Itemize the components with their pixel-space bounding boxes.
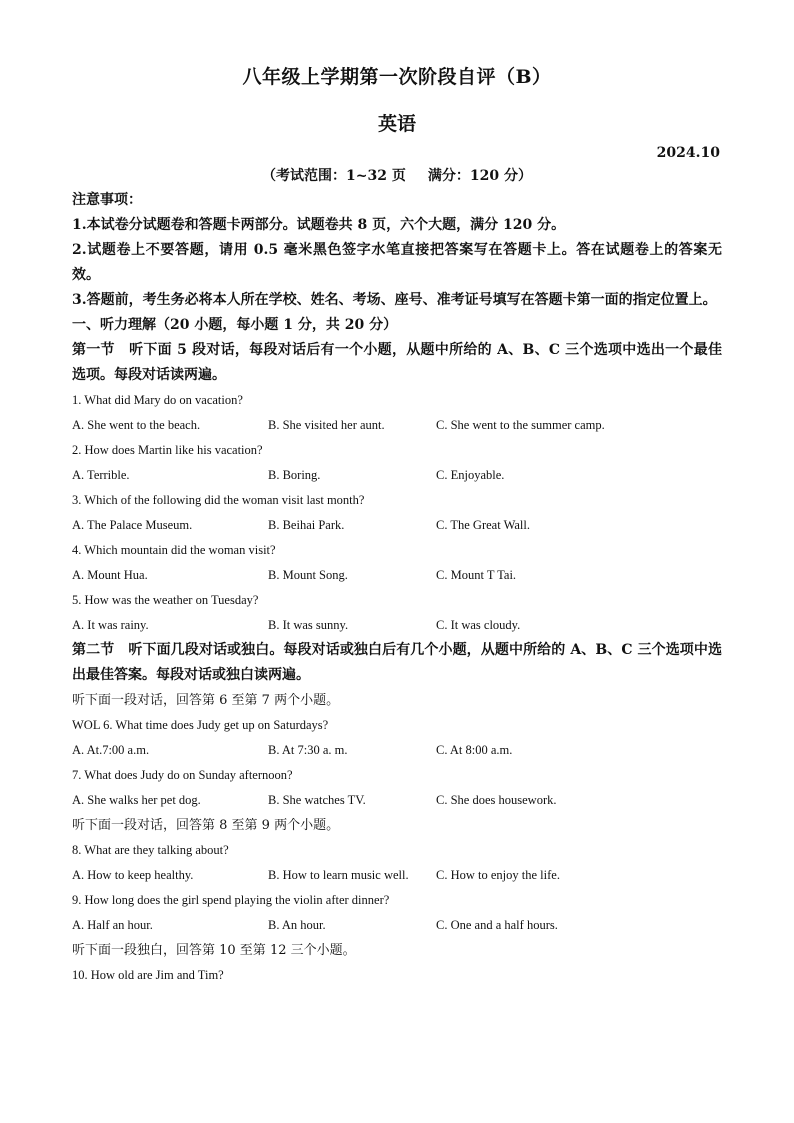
listening-prompt: 听下面一段对话，回答第 8 至第 9 两个小题。 bbox=[72, 818, 340, 833]
option-a: A. The Palace Museum. bbox=[72, 518, 193, 532]
option-b: B. She visited her aunt. bbox=[268, 418, 385, 432]
note-item: 1.本试卷分试题卷和答题卡两部分。试题卷共 8 页，六个大题，满分 120 分。 bbox=[72, 217, 566, 233]
options-row bbox=[72, 863, 722, 888]
question-block bbox=[72, 588, 722, 638]
option-c: C. Enjoyable. bbox=[436, 468, 505, 482]
option-b: B. An hour. bbox=[268, 918, 326, 932]
option-a: A. How to keep healthy. bbox=[72, 868, 194, 882]
options-row bbox=[72, 913, 722, 938]
question-block bbox=[72, 388, 722, 438]
option-a: A. She walks her pet dog. bbox=[72, 793, 201, 807]
notes-heading: 注意事项： bbox=[72, 192, 142, 208]
option-b: B. It was sunny. bbox=[268, 618, 349, 632]
listening-prompt: 听下面一段独白，回答第 10 至第 12 三个小题。 bbox=[72, 943, 356, 958]
option-b: B. How to learn music well. bbox=[268, 868, 409, 882]
option-b: B. At 7:30 a. m. bbox=[268, 743, 348, 757]
options-row bbox=[72, 563, 722, 588]
option-c: C. She does housework. bbox=[436, 793, 557, 807]
exam-page bbox=[72, 62, 722, 988]
question-text: WOL 6. What time does Judy get up on Saturdays? bbox=[72, 718, 329, 732]
option-a: A. Mount Hua. bbox=[72, 568, 148, 582]
part-title: 一、听力理解（20 小题，每小题 1 分，共 20 分） bbox=[72, 317, 398, 333]
note-item: 3.答题前，考生务必将本人所在学校、姓名、考场、座号、准考证号填写在答题卡第一面的指定位置上。 bbox=[72, 292, 717, 308]
question-text: 1. What did Mary do on vacation? bbox=[72, 393, 243, 407]
option-c: C. How to enjoy the life. bbox=[436, 868, 560, 882]
options-row bbox=[72, 613, 722, 638]
options-row bbox=[72, 413, 722, 438]
option-b: B. She watches TV. bbox=[268, 793, 366, 807]
option-b: B. Beihai Park. bbox=[268, 518, 345, 532]
option-a: A. Terrible. bbox=[72, 468, 130, 482]
exam-date: 2024.10 bbox=[656, 145, 720, 161]
section-instruction: 第二节 听下面几段对话或独白。每段对话或独白后有几个小题，从题中所给的 A、B、C 三个选项中选出最佳答案。每段对话或独白读两遍。 bbox=[72, 642, 722, 683]
options-row bbox=[72, 463, 722, 488]
option-c: C. One and a half hours. bbox=[436, 918, 558, 932]
option-c: C. Mount T Tai. bbox=[436, 568, 517, 582]
section-instruction: 第一节 听下面 5 段对话，每段对话后有一个小题，从题中所给的 A、B、C 三个选项中选出一个最佳选项。每段对话读两遍。 bbox=[72, 342, 722, 383]
question-text: 10. How old are Jim and Tim? bbox=[72, 968, 224, 982]
question-text: 4. Which mountain did the woman visit? bbox=[72, 543, 276, 557]
question-block bbox=[72, 838, 722, 888]
question-block bbox=[72, 488, 722, 538]
question-block bbox=[72, 538, 722, 588]
question-block bbox=[72, 763, 722, 813]
option-a: A. She went to the beach. bbox=[72, 418, 201, 432]
option-c: C. She went to the summer camp. bbox=[436, 418, 605, 432]
question-text: 9. How long does the girl spend playing the violin after dinner? bbox=[72, 893, 390, 907]
option-c: C. The Great Wall. bbox=[436, 518, 530, 532]
options-row bbox=[72, 738, 722, 763]
note-item: 2.试题卷上不要答题，请用 0.5 毫米黑色签字水笔直接把答案写在答题卡上。答在试题卷上的答案无效。 bbox=[72, 242, 722, 283]
page-range: （考试范围：1~32 页 bbox=[262, 168, 406, 184]
question-text: 3. Which of the following did the woman visit last month? bbox=[72, 493, 365, 507]
question-text: 8. What are they talking about? bbox=[72, 843, 229, 857]
option-b: B. Boring. bbox=[268, 468, 321, 482]
question-text: 7. What does Judy do on Sunday afternoon? bbox=[72, 768, 293, 782]
option-a: A. It was rainy. bbox=[72, 618, 149, 632]
option-c: C. At 8:00 a.m. bbox=[436, 743, 513, 757]
exam-title: 八年级上学期第一次阶段自评（B） bbox=[242, 66, 552, 88]
question-text: 5. How was the weather on Tuesday? bbox=[72, 593, 259, 607]
option-a: A. At.7:00 a.m. bbox=[72, 743, 150, 757]
options-row bbox=[72, 513, 722, 538]
question-block bbox=[72, 438, 722, 488]
question-block bbox=[72, 888, 722, 938]
question-block bbox=[72, 713, 722, 763]
option-a: A. Half an hour. bbox=[72, 918, 153, 932]
exam-range bbox=[72, 165, 722, 187]
option-b: B. Mount Song. bbox=[268, 568, 348, 582]
subject-title: 英语 bbox=[377, 113, 416, 135]
full-score: 满分：120 分） bbox=[427, 168, 532, 184]
listening-prompt: 听下面一段对话，回答第 6 至第 7 两个小题。 bbox=[72, 693, 340, 708]
option-c: C. It was cloudy. bbox=[436, 618, 521, 632]
options-row bbox=[72, 788, 722, 813]
question-text: 2. How does Martin like his vacation? bbox=[72, 443, 263, 457]
